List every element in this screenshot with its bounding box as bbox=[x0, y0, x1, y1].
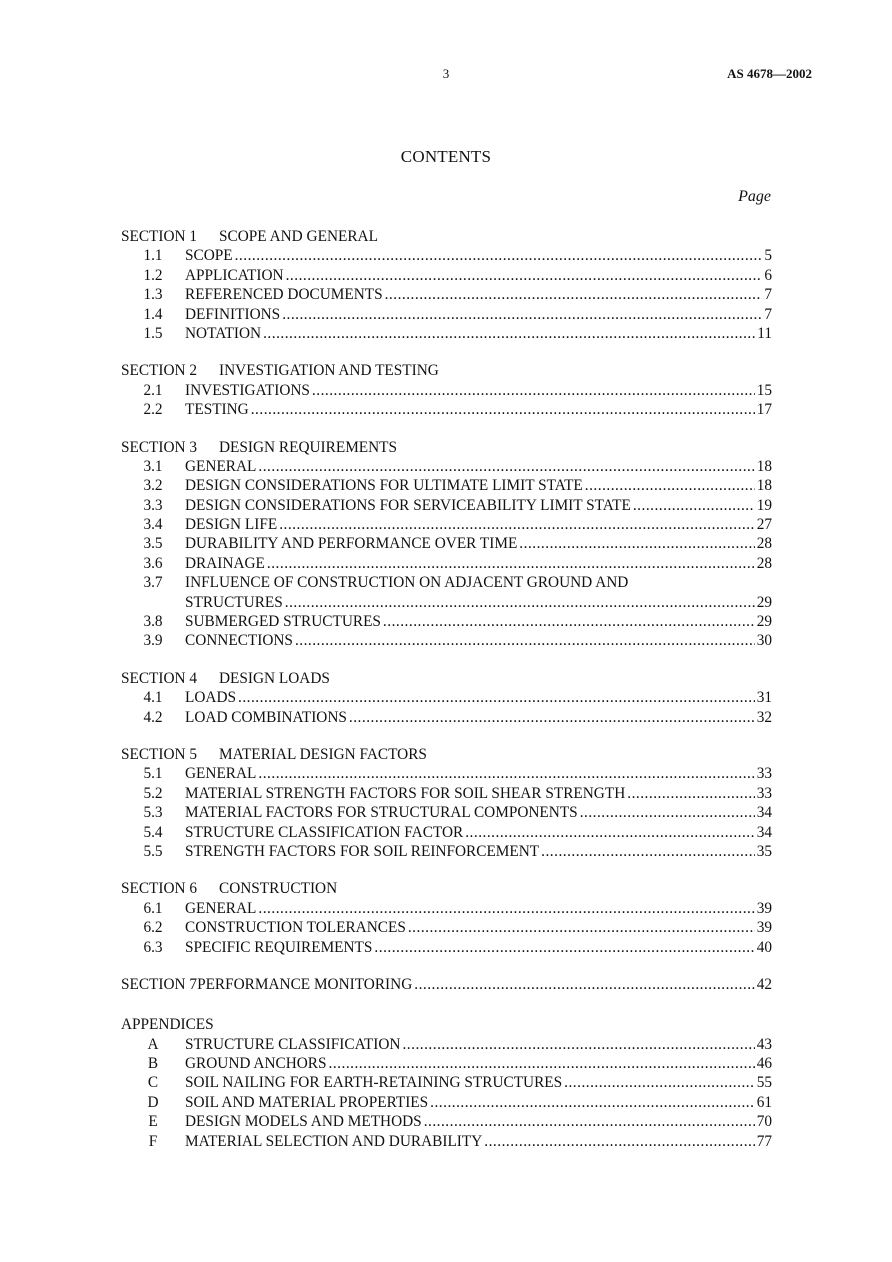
toc-entry[interactable] bbox=[121, 246, 772, 265]
entry-label: CONSTRUCTION TOLERANCES bbox=[185, 919, 406, 937]
page-ref: 46 bbox=[756, 1055, 772, 1073]
dot-leader bbox=[465, 823, 754, 842]
entry-label: DURABILITY AND PERFORMANCE OVER TIME bbox=[185, 535, 518, 553]
toc-sections bbox=[121, 227, 772, 957]
toc-entry[interactable] bbox=[121, 457, 772, 476]
page-ref: 29 bbox=[756, 613, 772, 631]
toc-entry[interactable] bbox=[121, 918, 772, 937]
toc-entry[interactable] bbox=[121, 899, 772, 918]
entry-number: D bbox=[147, 1093, 159, 1111]
entry-label: SUBMERGED STRUCTURES bbox=[185, 613, 381, 631]
entry-label: DESIGN CONSIDERATIONS FOR SERVICEABILITY LIMIT STATE bbox=[185, 496, 631, 514]
entry-label: LOAD COMBINATIONS bbox=[185, 708, 347, 726]
entry-label: DESIGN CONSIDERATIONS FOR ULTIMATE LIMIT STATE bbox=[185, 477, 583, 495]
toc-entry[interactable] bbox=[121, 842, 772, 861]
section-title: DESIGN REQUIREMENTS bbox=[219, 438, 398, 456]
entry-label: LOADS bbox=[185, 689, 236, 707]
page-ref: 31 bbox=[756, 689, 772, 707]
toc-entry[interactable] bbox=[121, 688, 772, 707]
dot-leader bbox=[329, 1054, 755, 1073]
entry-number: 4.1 bbox=[143, 689, 163, 707]
entry-label: SOIL NAILING FOR EARTH-RETAINING STRUCTURES bbox=[185, 1074, 563, 1092]
dot-leader bbox=[312, 381, 755, 400]
dot-leader bbox=[286, 266, 763, 285]
page-ref: 28 bbox=[756, 554, 772, 572]
page-column-label: Page bbox=[738, 188, 771, 205]
entry-label: DRAINAGE bbox=[185, 554, 265, 572]
entry-number: 2.2 bbox=[143, 401, 163, 419]
toc-entry[interactable] bbox=[121, 381, 772, 400]
page-ref: 5 bbox=[764, 247, 772, 265]
entry-label: GENERAL bbox=[185, 457, 257, 475]
entry-number: 3.4 bbox=[143, 516, 163, 534]
entry-label: SPECIFIC REQUIREMENTS bbox=[185, 938, 373, 956]
toc-entry[interactable] bbox=[121, 612, 772, 631]
page-ref: 34 bbox=[756, 804, 772, 822]
entry-number: 5.1 bbox=[143, 765, 163, 783]
entry-number: F bbox=[148, 1132, 158, 1150]
section-title: INVESTIGATION AND TESTING bbox=[219, 362, 439, 380]
section-heading[interactable] bbox=[121, 361, 772, 380]
dot-leader bbox=[627, 784, 754, 803]
page-ref: 7 bbox=[764, 305, 772, 323]
dot-leader bbox=[564, 1073, 755, 1092]
page-ref: 29 bbox=[756, 593, 772, 611]
toc-section bbox=[121, 361, 772, 419]
entry-label: CONNECTIONS bbox=[185, 632, 293, 650]
dot-leader bbox=[408, 918, 755, 937]
section-number: SECTION 6 bbox=[121, 880, 198, 898]
toc-entry[interactable] bbox=[121, 784, 772, 803]
dot-leader bbox=[279, 515, 755, 534]
entry-label: MATERIAL SELECTION AND DURABILITY bbox=[185, 1132, 483, 1150]
page-ref: 40 bbox=[756, 938, 772, 956]
entry-number: 5.5 bbox=[143, 842, 163, 860]
entry-number: 1.4 bbox=[143, 305, 163, 323]
toc-entry-continuation[interactable] bbox=[121, 593, 772, 612]
entry-label: GENERAL bbox=[185, 899, 257, 917]
toc-section-7[interactable] bbox=[121, 975, 772, 994]
dot-leader bbox=[251, 400, 755, 419]
entry-label: DESIGN MODELS AND METHODS bbox=[185, 1113, 422, 1131]
page-ref: 70 bbox=[756, 1113, 772, 1131]
entry-number: E bbox=[148, 1113, 158, 1131]
dot-leader bbox=[263, 324, 755, 343]
dot-leader bbox=[267, 554, 755, 573]
entry-label: DEFINITIONS bbox=[185, 305, 281, 323]
section-title: MATERIAL DESIGN FACTORS bbox=[219, 745, 427, 763]
toc-entry[interactable] bbox=[121, 764, 772, 783]
section-heading[interactable] bbox=[121, 669, 772, 688]
page-ref: 18 bbox=[756, 477, 772, 495]
dot-leader bbox=[285, 593, 755, 612]
page-ref: 33 bbox=[756, 765, 772, 783]
entry-label: TESTING bbox=[185, 401, 249, 419]
page-title: CONTENTS bbox=[400, 147, 492, 166]
toc-entry[interactable] bbox=[121, 708, 772, 727]
dot-leader bbox=[258, 899, 754, 918]
entry-label: SCOPE bbox=[185, 247, 233, 265]
dot-leader bbox=[585, 476, 755, 495]
entry-label-continuation: STRUCTURES bbox=[185, 593, 283, 611]
toc-entry[interactable] bbox=[121, 324, 772, 343]
toc-entry[interactable] bbox=[121, 476, 772, 495]
page-ref: 61 bbox=[756, 1093, 772, 1111]
toc-entry[interactable] bbox=[121, 534, 772, 553]
section-number: SECTION 2 bbox=[121, 362, 198, 380]
dot-leader bbox=[484, 1132, 754, 1151]
dot-leader bbox=[580, 803, 755, 822]
page-ref: 42 bbox=[756, 975, 772, 993]
entry-number: 3.6 bbox=[143, 554, 163, 572]
toc-section bbox=[121, 745, 772, 861]
entry-label: STRUCTURE CLASSIFICATION bbox=[185, 1035, 401, 1053]
toc-appendices bbox=[121, 1015, 772, 1151]
entry-label: NOTATION bbox=[185, 324, 262, 342]
toc-section bbox=[121, 669, 772, 727]
dot-leader bbox=[430, 1093, 755, 1112]
dot-leader bbox=[633, 496, 755, 515]
page-ref: 32 bbox=[756, 708, 772, 726]
toc-entry[interactable] bbox=[121, 554, 772, 573]
dot-leader bbox=[541, 842, 755, 861]
appendix-entry[interactable] bbox=[121, 1035, 772, 1054]
entry-number: 5.3 bbox=[143, 804, 163, 822]
page-ref: 6 bbox=[764, 266, 772, 284]
entry-label: MATERIAL FACTORS FOR STRUCTURAL COMPONENTS bbox=[185, 804, 578, 822]
toc-entry[interactable] bbox=[121, 285, 772, 304]
entry-number: B bbox=[147, 1055, 159, 1073]
page-ref: 35 bbox=[756, 842, 772, 860]
section-heading[interactable] bbox=[121, 879, 772, 898]
entry-number: 3.8 bbox=[143, 613, 163, 631]
section-title: DESIGN LOADS bbox=[219, 669, 330, 687]
dot-leader bbox=[235, 246, 763, 265]
appendix-entry[interactable] bbox=[121, 1093, 772, 1112]
entry-label: INFLUENCE OF CONSTRUCTION ON ADJACENT GROUND AND bbox=[185, 574, 629, 592]
section-number: SECTION 5 bbox=[121, 745, 198, 763]
appendix-entry[interactable] bbox=[121, 1132, 772, 1151]
dot-leader bbox=[424, 1112, 755, 1131]
dot-leader bbox=[385, 285, 763, 304]
entry-number: 6.1 bbox=[143, 899, 163, 917]
page-ref: 39 bbox=[756, 899, 772, 917]
entry-number: 3.5 bbox=[143, 535, 163, 553]
entry-number: 5.4 bbox=[143, 823, 163, 841]
entry-label: STRENGTH FACTORS FOR SOIL REINFORCEMENT bbox=[185, 842, 540, 860]
toc-section bbox=[121, 227, 772, 343]
section-heading[interactable] bbox=[121, 745, 772, 764]
dot-leader bbox=[295, 631, 755, 650]
section-title: SCOPE AND GENERAL bbox=[219, 228, 378, 245]
page-ref: 11 bbox=[757, 324, 772, 342]
toc-entry[interactable] bbox=[121, 823, 772, 842]
page-number: 3 bbox=[442, 66, 450, 81]
page-ref: 30 bbox=[756, 632, 772, 650]
toc-entry[interactable] bbox=[121, 400, 772, 419]
toc-entry[interactable] bbox=[121, 266, 772, 285]
section-heading[interactable] bbox=[121, 438, 772, 457]
page-ref: 77 bbox=[756, 1132, 772, 1150]
entry-number: 2.1 bbox=[143, 381, 163, 399]
entry-number: 6.2 bbox=[143, 919, 163, 937]
section-number: SECTION 3 bbox=[121, 438, 198, 456]
entry-label: INVESTIGATIONS bbox=[185, 381, 310, 399]
entry-label: APPLICATION bbox=[185, 266, 284, 284]
toc-section bbox=[121, 879, 772, 957]
page-ref: 17 bbox=[756, 401, 772, 419]
page-ref: 19 bbox=[756, 496, 772, 514]
toc-entry[interactable] bbox=[121, 305, 772, 324]
section-number: SECTION 4 bbox=[121, 669, 198, 687]
entry-label: DESIGN LIFE bbox=[185, 516, 278, 534]
entry-number: 3.2 bbox=[143, 477, 163, 495]
entry-number: C bbox=[147, 1074, 159, 1092]
page-ref: 39 bbox=[756, 919, 772, 937]
entry-label: STRUCTURE CLASSIFICATION FACTOR bbox=[185, 823, 464, 841]
toc-section bbox=[121, 438, 772, 651]
appendix-entry[interactable] bbox=[121, 1073, 772, 1092]
entry-number: 1.2 bbox=[143, 266, 163, 284]
entry-label: MATERIAL STRENGTH FACTORS FOR SOIL SHEAR STRENGTH bbox=[185, 784, 626, 802]
entry-number: 1.1 bbox=[143, 247, 163, 265]
entry-label: GROUND ANCHORS bbox=[185, 1055, 327, 1073]
dot-leader bbox=[402, 1035, 754, 1054]
dot-leader bbox=[414, 975, 754, 994]
dot-leader bbox=[349, 708, 755, 727]
page-ref: 28 bbox=[756, 535, 772, 553]
toc-entry[interactable] bbox=[121, 631, 772, 650]
toc-entry[interactable] bbox=[121, 573, 772, 592]
page-ref: 34 bbox=[756, 823, 772, 841]
appendix-entry[interactable] bbox=[121, 1054, 772, 1073]
page-ref: 55 bbox=[756, 1074, 772, 1092]
page-ref: 33 bbox=[756, 784, 772, 802]
toc-entry[interactable] bbox=[121, 803, 772, 822]
entry-label: GENERAL bbox=[185, 765, 257, 783]
entry-number: 5.2 bbox=[143, 784, 163, 802]
table-of-contents bbox=[121, 227, 772, 1169]
appendix-entry[interactable] bbox=[121, 1112, 772, 1131]
toc-entry[interactable] bbox=[121, 938, 772, 957]
entry-number: 6.3 bbox=[143, 938, 163, 956]
page-ref: 27 bbox=[756, 516, 772, 534]
entry-number: 3.7 bbox=[143, 574, 163, 592]
dot-leader bbox=[383, 612, 755, 631]
section-title: CONSTRUCTION bbox=[219, 880, 338, 898]
page-ref: 18 bbox=[756, 457, 772, 475]
section-title: PERFORMANCE MONITORING bbox=[197, 975, 413, 993]
appendix-list bbox=[121, 1035, 772, 1151]
entry-number: 3.9 bbox=[143, 632, 163, 650]
dot-leader bbox=[258, 457, 754, 476]
entry-number: 3.1 bbox=[143, 457, 163, 475]
entry-number: A bbox=[147, 1035, 159, 1053]
dot-leader bbox=[258, 764, 754, 783]
page-ref: 15 bbox=[756, 381, 772, 399]
section-number: SECTION 7 bbox=[121, 975, 198, 993]
dot-leader bbox=[519, 534, 754, 553]
page-ref: 7 bbox=[764, 286, 772, 304]
entry-label: REFERENCED DOCUMENTS bbox=[185, 286, 383, 304]
dot-leader bbox=[374, 938, 754, 957]
entry-number: 4.2 bbox=[143, 708, 163, 726]
section-heading[interactable] bbox=[121, 227, 772, 246]
entry-label: SOIL AND MATERIAL PROPERTIES bbox=[185, 1093, 429, 1111]
page-ref: 43 bbox=[756, 1035, 772, 1053]
document-id: AS 4678—2002 bbox=[727, 66, 812, 81]
section-number: SECTION 1 bbox=[121, 228, 198, 245]
entry-number: 1.5 bbox=[143, 324, 163, 342]
toc-entry[interactable] bbox=[121, 515, 772, 534]
toc-entry[interactable] bbox=[121, 496, 772, 515]
entry-number: 1.3 bbox=[143, 286, 163, 304]
appendices-heading: APPENDICES bbox=[121, 1016, 214, 1034]
dot-leader bbox=[282, 305, 762, 324]
dot-leader bbox=[238, 688, 755, 707]
entry-number: 3.3 bbox=[143, 496, 163, 514]
